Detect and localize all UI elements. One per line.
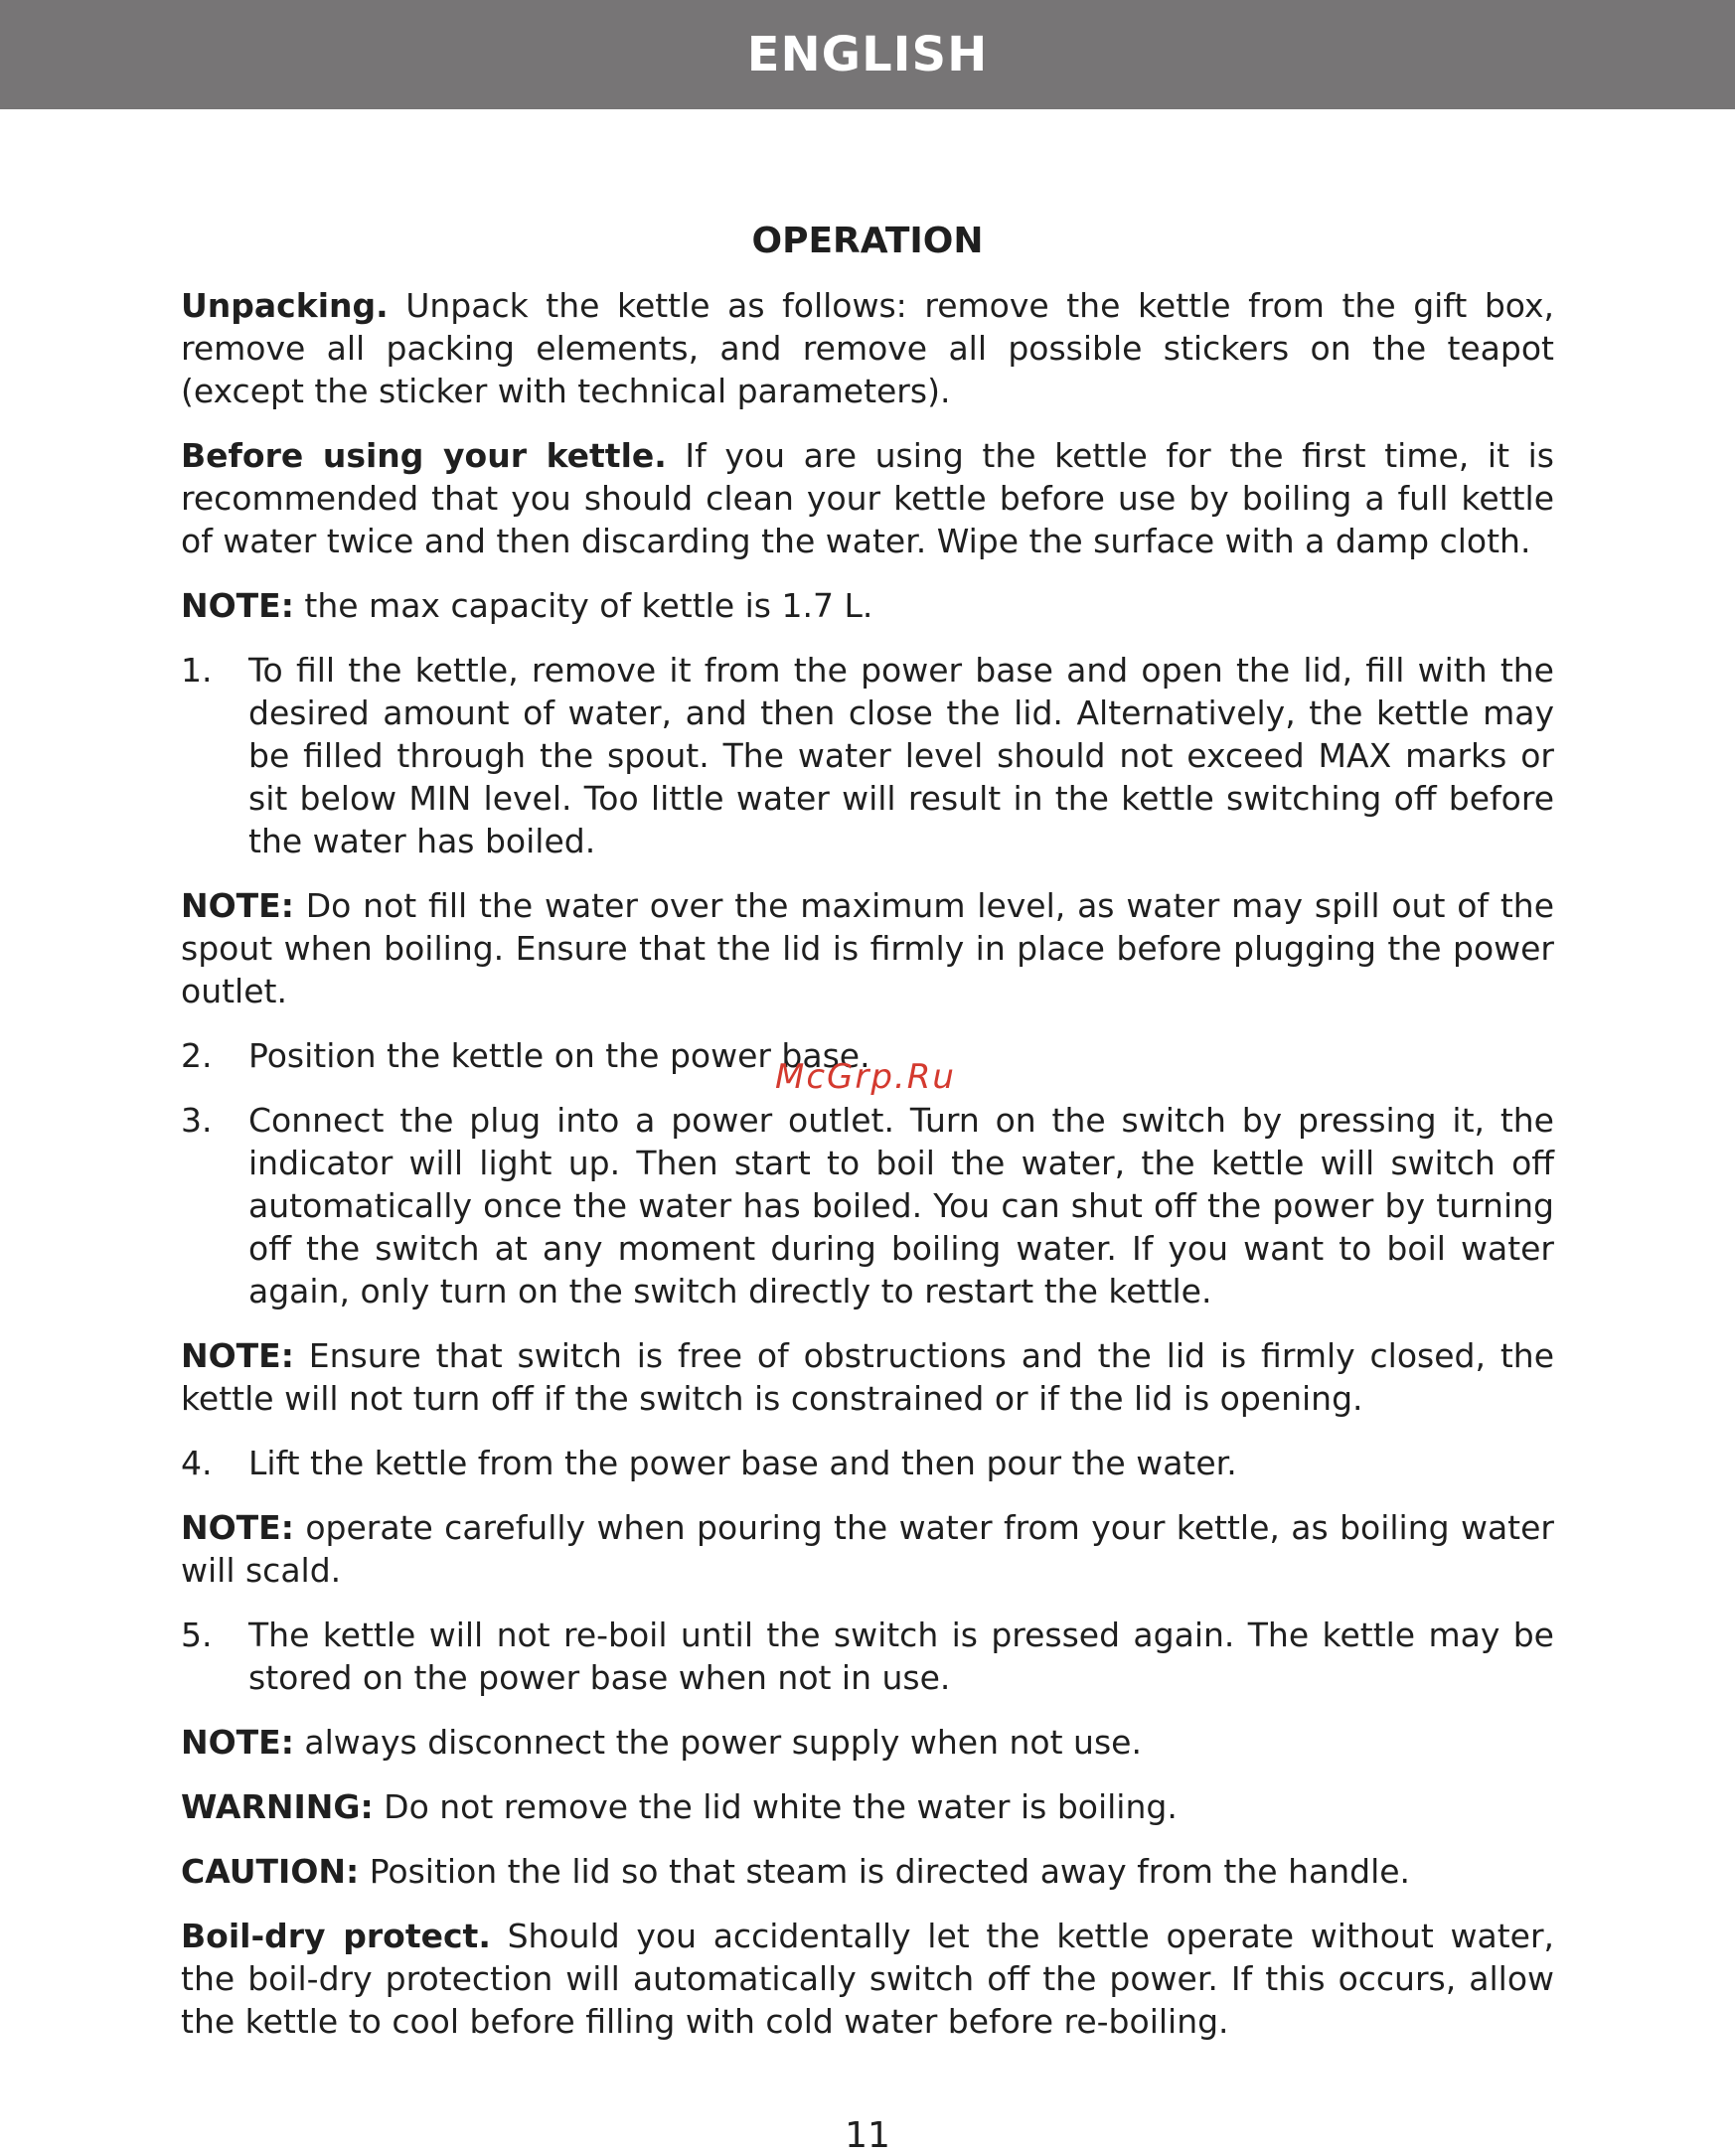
note-label: NOTE:	[181, 1723, 294, 1762]
boil-dry-paragraph	[181, 1915, 1554, 2043]
note-label: NOTE:	[181, 886, 294, 925]
page-content	[181, 211, 1554, 2043]
step-text: Lift the kettle from the power base and then pour the water.	[248, 1444, 1237, 1482]
note-switch	[181, 1334, 1554, 1420]
caution-label: CAUTION:	[181, 1852, 360, 1891]
note-scald	[181, 1506, 1554, 1592]
step-text: To fill the kettle, remove it from the power base and open the lid, fill with the desired amount of water, and then close the lid. Alternatively, the kettle may be filled through the spout. The water level should not exceed MAX marks or sit below MIN level. Too little water will result in the kettle switching off before the water has boiled.	[248, 651, 1554, 860]
watermark: McGrp.Ru	[775, 1057, 956, 1097]
note-text: Do not fill the water over the maximum level, as water may spill out of the spout when boiling. Ensure that the lid is firmly in place before plugging the power outlet.	[181, 886, 1554, 1010]
warning-label: WARNING:	[181, 1787, 374, 1826]
note-disconnect	[181, 1721, 1554, 1764]
warning-paragraph	[181, 1785, 1554, 1828]
step-number: 5.	[181, 1616, 213, 1654]
caution-paragraph	[181, 1850, 1554, 1893]
step-4	[181, 1442, 1554, 1484]
step-1	[181, 649, 1554, 862]
paragraph-text: Should you accidentally let the kettle operate without water, the boil-dry protection will automatically switch off the power. If this occurs, allow the kettle to cool before filling with cold water before re-boiling.	[181, 1917, 1555, 2041]
before-using-paragraph	[181, 434, 1554, 562]
note-label: NOTE:	[181, 1508, 294, 1547]
step-number: 4.	[181, 1444, 213, 1482]
step-number: 1.	[181, 651, 213, 690]
step-3	[181, 1099, 1554, 1312]
page-number: 11	[845, 2115, 890, 2156]
header-bar	[0, 0, 1735, 109]
step-number: 3.	[181, 1101, 213, 1140]
note-text: Ensure that switch is free of obstructions and the lid is firmly closed, the kettle will not turn off if the switch is constrained or if the lid is opening.	[181, 1336, 1554, 1418]
paragraph-lead: Unpacking.	[181, 286, 389, 325]
unpacking-paragraph	[181, 284, 1554, 412]
step-text: Position the kettle on the power base.	[248, 1036, 870, 1075]
step-text: The kettle will not re-boil until the switch is pressed again. The kettle may be stored on the power base when not in use.	[248, 1616, 1554, 1697]
step-number: 2.	[181, 1036, 213, 1075]
note-label: NOTE:	[181, 1336, 294, 1375]
note-text: always disconnect the power supply when not use.	[293, 1723, 1142, 1762]
step-text: Connect the plug into a power outlet. Turn on the switch by pressing it, the indicator will light up. Then start to boil the water, the kettle will switch off automatically once the water has boiled. You can shut off the power by turning off the switch at any moment during boiling water. If you want to boil water again, only turn on the switch directly to restart the kettle.	[248, 1101, 1554, 1310]
caution-text: Position the lid so that steam is directed away from the handle.	[359, 1852, 1411, 1891]
paragraph-lead: Before using your kettle.	[181, 436, 667, 475]
step-5	[181, 1614, 1554, 1699]
note-capacity	[181, 584, 1554, 627]
paragraph-text: If you are using the kettle for the first time, it is recommended that you should clean your kettle before use by boiling a full kettle of water twice and then discarding the water. Wipe the surface with a damp cloth.	[181, 436, 1554, 560]
paragraph-text: Unpack the kettle as follows: remove the kettle from the gift box, remove all packing elements, and remove all possible stickers on the teapot (except the sticker with technical parameters).	[181, 286, 1554, 410]
note-label: NOTE:	[181, 586, 294, 625]
header-title: ENGLISH	[746, 27, 989, 82]
note-text: the max capacity of kettle is 1.7 L.	[293, 586, 873, 625]
paragraph-lead: Boil-dry protect.	[181, 1917, 491, 1955]
warning-text: Do not remove the lid white the water is boiling.	[373, 1787, 1178, 1826]
section-title: OPERATION	[751, 221, 984, 261]
note-text: operate carefully when pouring the water from your kettle, as boiling water will scald.	[181, 1508, 1554, 1590]
note-overfill	[181, 884, 1554, 1012]
